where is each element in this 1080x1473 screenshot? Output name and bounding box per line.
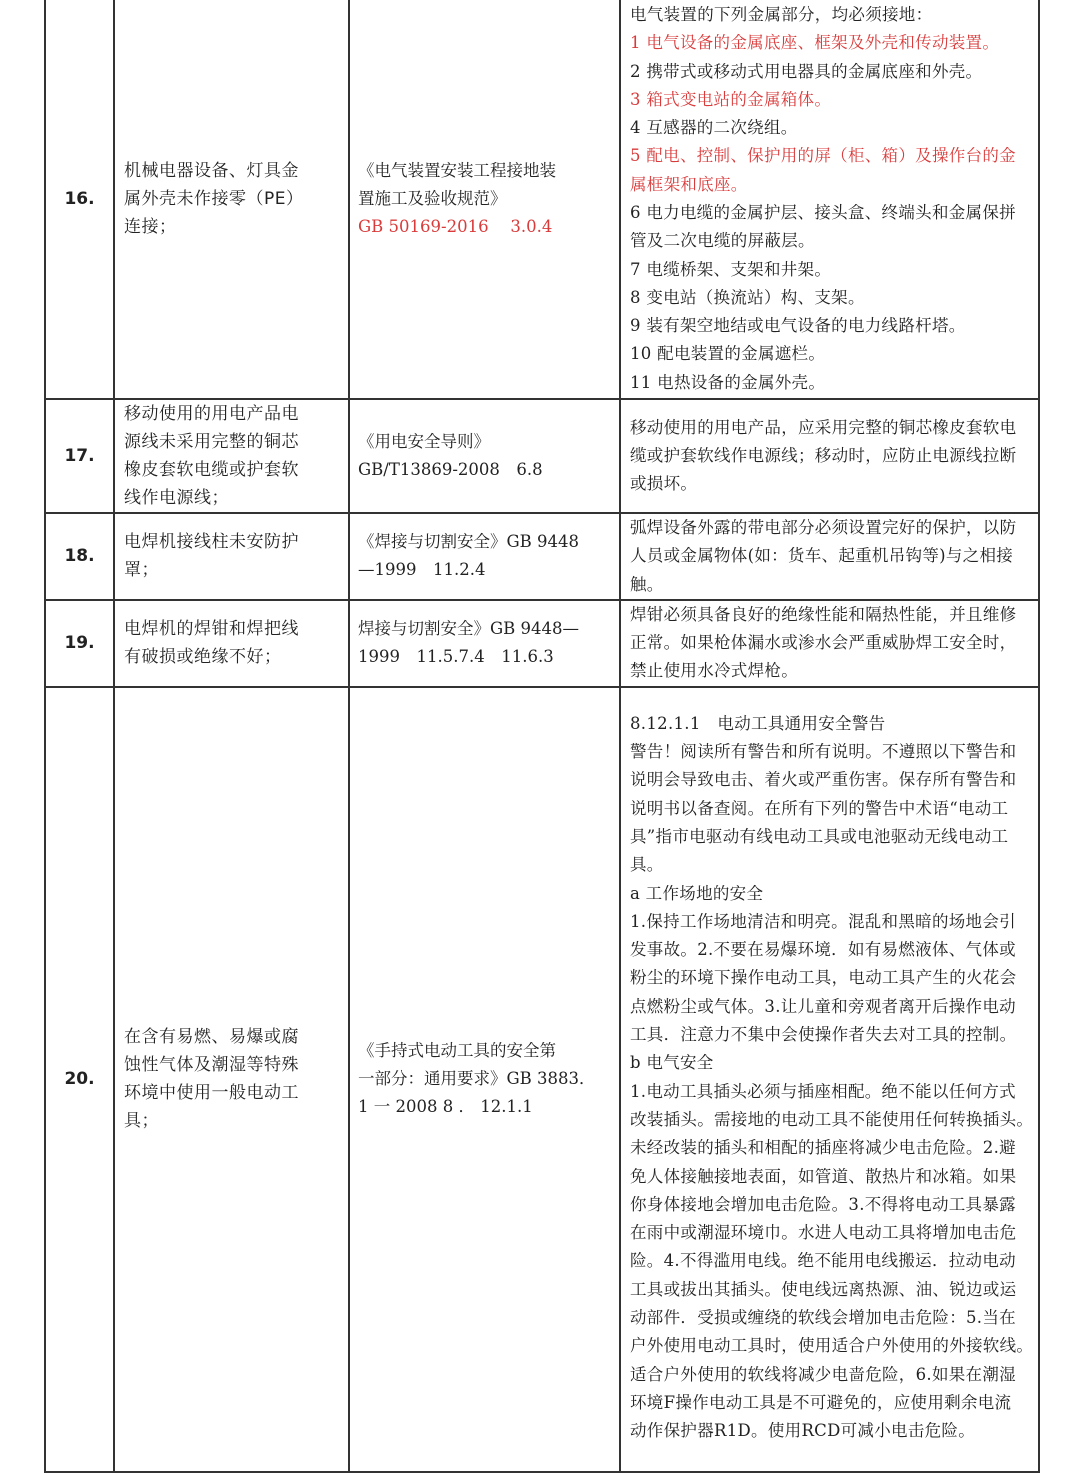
requirement-line: 或损坏。 — [630, 474, 698, 494]
requirement-line: 粉尘的环境下操作电动工具，电动工具产生的火花会 — [630, 968, 1017, 988]
issue-line: 蚀性气体及潮湿等特殊 — [124, 1055, 299, 1076]
issue-line: 源线未采用完整的铜芯 — [124, 432, 299, 452]
requirement-line: 11 电热设备的金属外壳。 — [630, 372, 826, 392]
requirement-line: 免人体接触接地表面，如管道、散热片和冰箱。如果 — [630, 1166, 1017, 1186]
requirement-line: 你身体接地会增加电击危险。3.不得将电动工具暴露 — [630, 1194, 1016, 1214]
basis-line: 置施工及验收规范》 — [358, 189, 507, 208]
issue-line: 机械电器设备、灯具金 — [124, 161, 299, 181]
requirement-line: 1.电动工具插头必须与插座相配。绝不能以任何方式 — [630, 1081, 1016, 1101]
issue-cell — [114, 513, 349, 600]
requirement-line: 险。4.不得滥用电线。绝不能用电线搬运．拉动电动 — [630, 1251, 1016, 1271]
requirement-line: 8.12.1.1 电动工具通用安全警告 — [630, 713, 886, 733]
basis-cell — [349, 600, 620, 687]
issue-cell — [114, 0, 349, 399]
issue-cell — [114, 600, 349, 687]
requirement-cell — [620, 0, 1039, 399]
requirement-line: 环境F操作电动工具是不可避免的，应使用剩余电流 — [630, 1392, 1012, 1412]
basis-line: 一部分：通用要求》GB 3883． — [358, 1069, 596, 1089]
row-number: 20. — [45, 687, 114, 1472]
requirement-line: 3 箱式变电站的金属箱体。 — [630, 89, 832, 109]
basis-line: 1 一 2008 8 ． 12.1.1 — [358, 1097, 533, 1117]
requirement-line: 5 配电、控制、保护用的屏（柜、箱）及操作台的金 — [630, 146, 1016, 166]
requirement-line: 2 携带式或移动式用电器具的金属底座和外壳。 — [630, 61, 983, 81]
requirement-cell — [620, 513, 1039, 600]
issue-line: 罩； — [124, 560, 159, 581]
requirement-line: 弧焊设备外露的带电部分必须设置完好的保护，以防 — [630, 518, 1017, 537]
requirement-line: b 电气安全 — [630, 1053, 714, 1073]
requirement-line: 电气装置的下列金属部分，均必须接地： — [630, 4, 933, 24]
basis-line: GB 50169-2016 3.0.4 — [358, 217, 553, 236]
basis-cell — [349, 687, 620, 1472]
requirement-line: 管及二次电缆的屏蔽层。 — [630, 231, 815, 251]
basis-cell — [349, 513, 620, 600]
requirement-line: a 工作场地的安全 — [630, 883, 764, 903]
issue-line: 橡皮套软电缆或护套软 — [124, 460, 299, 480]
requirement-line: 警告！阅读所有警告和所有说明。不遵照以下警告和 — [630, 742, 1017, 762]
requirement-line: 6 电力电缆的金属护层、接头盒、终端头和金属保拼 — [630, 203, 1016, 222]
requirement-line: 属框架和底座。 — [630, 174, 748, 194]
issue-line: 连接； — [124, 217, 177, 237]
requirement-line: 触。 — [630, 574, 664, 594]
table-row — [45, 0, 1039, 399]
row-number: 17. — [45, 399, 114, 513]
requirement-line: 7 电缆桥架、支架和井架。 — [630, 259, 832, 279]
requirement-line: 禁止使用水冷式焊枪。 — [630, 661, 798, 681]
table-row — [45, 399, 1039, 513]
requirement-line: 缆或护套软线作电源线；移动时，应防止电源线拉断 — [630, 445, 1017, 465]
issue-line: 具； — [124, 1111, 159, 1132]
requirement-line: 适合户外使用的软线将减少电啬危险，6.如果在潮湿 — [630, 1364, 1016, 1384]
issue-line: 环境中使用一般电动工 — [124, 1083, 299, 1104]
issue-cell — [114, 399, 349, 513]
requirement-line: 焊钳必须具备良好的绝缘性能和隔热性能，并且维修 — [630, 604, 1017, 624]
requirement-line: 未经改装的插头和相配的插座将减少电击危险。2.避 — [630, 1138, 1016, 1158]
requirement-line: 1.保持工作场地清洁和明亮。混乱和黑暗的场地会引 — [630, 911, 1016, 931]
requirement-line: 在雨中或潮湿环境巾。水进人电动工具将增加电击危 — [630, 1223, 1017, 1243]
requirement-line: 4 互感器的二次绕组。 — [630, 118, 798, 138]
requirement-line: 改装插头。需接地的电动工具不能使用任何转换插头。 — [630, 1109, 1034, 1129]
table-row — [45, 600, 1039, 687]
row-number: 19. — [45, 600, 114, 687]
issue-cell — [114, 687, 349, 1472]
requirement-line: 8 变电站（换流站）构、支架。 — [630, 287, 865, 307]
requirement-line: 工具．注意力不集中会使操作者失去对工具的控制。 — [630, 1025, 1017, 1045]
requirement-line: 10 配电装置的金属遮栏。 — [630, 344, 826, 364]
basis-line: GB/T13869-2008 6.8 — [358, 460, 543, 479]
issue-line: 线作电源线； — [124, 488, 229, 508]
basis-line: 《焊接与切割安全》GB 9448 — [358, 532, 580, 552]
basis-line: 《电气装置安装工程接地装 — [358, 161, 556, 180]
basis-line: 1999 11.5.7.4 11.6.3 — [358, 647, 554, 667]
requirement-cell — [620, 600, 1039, 687]
requirement-line: 点燃粉尘或气体。3.让儿童和旁观者离开后操作电动 — [630, 996, 1016, 1016]
requirement-line: 移动使用的用电产品，应采用完整的铜芯橡皮套软电 — [630, 417, 1017, 437]
issue-line: 有破损或绝缘不好； — [124, 647, 282, 668]
requirement-line: 9 装有架空地结或电气设备的电力线路杆塔。 — [630, 316, 966, 336]
requirement-line: 动作保护器R1D。使用RCD可减小电击危险。 — [630, 1421, 976, 1441]
issue-line: 属外壳未作接零（PE） — [124, 189, 304, 209]
safety-standards-table — [44, 0, 1040, 1473]
table-row — [45, 687, 1039, 1472]
issue-line: 电焊机的焊钳和焊把线 — [124, 619, 299, 640]
requirement-line: 说明书以备查阅。在所有下列的警告中术语“电动工 — [630, 798, 1009, 818]
basis-line: 《手持式电动工具的安全第 — [358, 1041, 556, 1061]
issue-line: 电焊机接线柱未安防护 — [124, 532, 299, 553]
basis-cell — [349, 0, 620, 399]
basis-cell — [349, 399, 620, 513]
basis-line: —1999 11.2.4 — [358, 560, 486, 580]
basis-line: 焊接与切割安全》GB 9448— — [358, 619, 580, 639]
requirement-line: 说明会导致电击、着火或严重伤害。保存所有警告和 — [630, 770, 1017, 790]
requirement-line: 人员或金属物体(如：货车、起重机吊钩等)与之相接 — [630, 546, 1014, 566]
requirement-line: 具。 — [630, 855, 664, 875]
requirement-cell — [620, 687, 1039, 1472]
requirement-line: 正常。如果枪体漏水或渗水会严重威胁焊工安全时， — [630, 633, 1017, 653]
requirement-line: 动部件．受损或缠绕的软线会增加电击危险：5.当在 — [630, 1308, 1016, 1328]
table-body — [45, 0, 1039, 1472]
requirement-cell — [620, 399, 1039, 513]
requirement-line: 具”指市电驱动有线电动工具或电池驱动无线电动工 — [630, 826, 1009, 846]
issue-line: 移动使用的用电产品电 — [124, 404, 299, 424]
requirement-line: 户外使用电动工具时，使用适合户外使用的外接软线。 — [630, 1336, 1034, 1356]
requirement-line: 1 电气设备的金属底座、框架及外壳和传动装置。 — [630, 33, 1000, 53]
requirement-line: 发事故。2.不要在易爆环境．如有易燃液体、气体或 — [630, 940, 1016, 960]
row-number: 16. — [45, 0, 114, 399]
basis-line: 《用电安全导则》 — [358, 432, 490, 451]
table-row — [45, 513, 1039, 600]
issue-line: 在含有易燃、易爆或腐 — [124, 1027, 299, 1048]
requirement-line: 工具或拔出其插头。使电线远离热源、油、锐边或运 — [630, 1279, 1017, 1299]
row-number: 18. — [45, 513, 114, 600]
